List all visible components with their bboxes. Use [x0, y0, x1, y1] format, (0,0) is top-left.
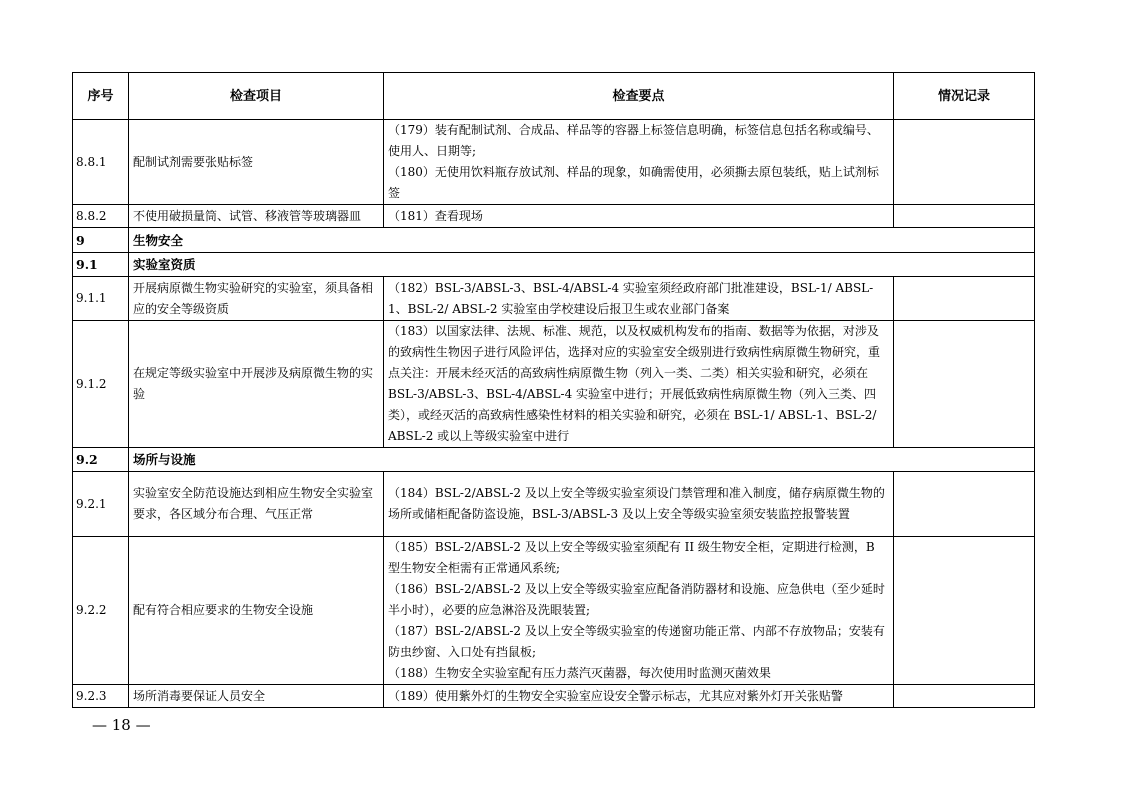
section-row [73, 228, 1035, 253]
section-row [73, 253, 1035, 277]
inspection-point: （185）BSL-2/ABSL-2 及以上安全等级实验室须配有 II 级生物安全柜，定期进行检测，B 型生物安全柜需有正常通风系统; [388, 540, 875, 575]
inspection-table [72, 72, 1035, 708]
table-row [73, 120, 1035, 205]
inspection-point: （189）使用紫外灯的生物安全实验室应设安全警示标志，尤其应对紫外灯开关张贴警 [388, 688, 843, 703]
row-points [384, 472, 894, 537]
header-situation-record: 情况记录 [894, 73, 1035, 120]
header-inspection-item: 检查项目 [129, 73, 384, 120]
inspection-point: （181）查看现场 [388, 208, 483, 223]
inspection-point: （182）BSL-3/ABSL-3、BSL-4/ABSL-4 实验室须经政府部门批准建设，BSL-1/ ABSL-1、BSL-2/ ABSL-2 实验室由学校建设后报卫生或农业部门备案 [388, 280, 874, 316]
inspection-point: （187）BSL-2/ABSL-2 及以上安全等级实验室的传递窗功能正常、内部不存放物品；安装有防虫纱窗、入口处有挡鼠板; [388, 624, 885, 659]
section-title: 生物安全 [129, 228, 1035, 253]
row-points [384, 321, 894, 448]
row-item: 实验室安全防范设施达到相应生物安全实验室要求，各区域分布合理、气压正常 [129, 472, 384, 537]
row-item: 在规定等级实验室中开展涉及病原微生物的实验 [129, 321, 384, 448]
table-row [73, 472, 1035, 537]
row-number: 9.2.2 [73, 537, 129, 685]
row-item: 配有符合相应要求的生物安全设施 [129, 537, 384, 685]
table-row [73, 205, 1035, 228]
row-item: 配制试剂需要张贴标签 [129, 120, 384, 205]
table-row [73, 277, 1035, 321]
row-record-cell[interactable] [894, 277, 1035, 321]
table-row [73, 321, 1035, 448]
page-number: — 18 — [92, 716, 151, 734]
row-record-cell[interactable] [894, 537, 1035, 685]
row-number: 8.8.1 [73, 120, 129, 205]
header-serial-number: 序号 [73, 73, 129, 120]
row-number: 9.1.2 [73, 321, 129, 448]
row-item: 不使用破损量筒、试管、移液管等玻璃器皿 [129, 205, 384, 228]
section-title: 实验室资质 [129, 253, 1035, 277]
inspection-point: （180）无使用饮料瓶存放试剂、样品的现象，如确需使用，必须撕去原包装纸，贴上试剂标签 [388, 165, 879, 200]
inspection-point: （183）以国家法律、法规、标准、规范，以及权威机构发布的指南、数据等为依据，对涉及的致病性生物因子进行风险评估，选择对应的实验室安全级别进行致病性病原微生物研究，重点关注：开展未经灭活的高致病性病原微生物（列入一类、二类）相关实验和研究，必须在 BSL-3/ABSL-3、BSL-4/ABSL-4 实验室中进行；开展低致病性病原微生物（列入三类、四类），或经灭活的高致病性感染性材料的相关实验和研究，必须在 BSL-1/ ABSL-1、BSL-2/ ABSL-2 或以上等级实验室中进行 [388, 324, 881, 443]
row-points [384, 277, 894, 321]
row-points [384, 685, 894, 708]
table-header-row [73, 73, 1035, 120]
row-record-cell[interactable] [894, 472, 1035, 537]
inspection-point: （186）BSL-2/ABSL-2 及以上安全等级实验室应配备消防器材和设施、应急供电（至少延时半小时），必要的应急淋浴及洗眼装置; [388, 582, 885, 617]
row-record-cell[interactable] [894, 205, 1035, 228]
inspection-point: （188）生物安全实验室配有压力蒸汽灭菌器，每次使用时监测灭菌效果 [388, 666, 771, 680]
row-item: 开展病原微生物实验研究的实验室，须具备相应的安全等级资质 [129, 277, 384, 321]
row-record-cell[interactable] [894, 685, 1035, 708]
table-row [73, 685, 1035, 708]
row-record-cell[interactable] [894, 321, 1035, 448]
row-number: 8.8.2 [73, 205, 129, 228]
section-number: 9 [73, 228, 129, 253]
section-row [73, 448, 1035, 472]
row-number: 9.2.3 [73, 685, 129, 708]
header-inspection-points: 检查要点 [384, 73, 894, 120]
inspection-point: （179）装有配制试剂、合成品、样品等的容器上标签信息明确，标签信息包括名称或编号、使用人、日期等; [388, 123, 879, 158]
inspection-point: （184）BSL-2/ABSL-2 及以上安全等级实验室须设门禁管理和准入制度，储存病原微生物的场所或储柜配备防盗设施，BSL-3/ABSL-3 及以上安全等级实验室须安装监控报警装置 [388, 486, 885, 521]
section-number: 9.1 [73, 253, 129, 277]
row-item: 场所消毒要保证人员安全 [129, 685, 384, 708]
row-number: 9.1.1 [73, 277, 129, 321]
section-number: 9.2 [73, 448, 129, 472]
table-row [73, 537, 1035, 685]
row-record-cell[interactable] [894, 120, 1035, 205]
section-title: 场所与设施 [129, 448, 1035, 472]
row-points [384, 120, 894, 205]
row-points [384, 205, 894, 228]
row-number: 9.2.1 [73, 472, 129, 537]
row-points [384, 537, 894, 685]
